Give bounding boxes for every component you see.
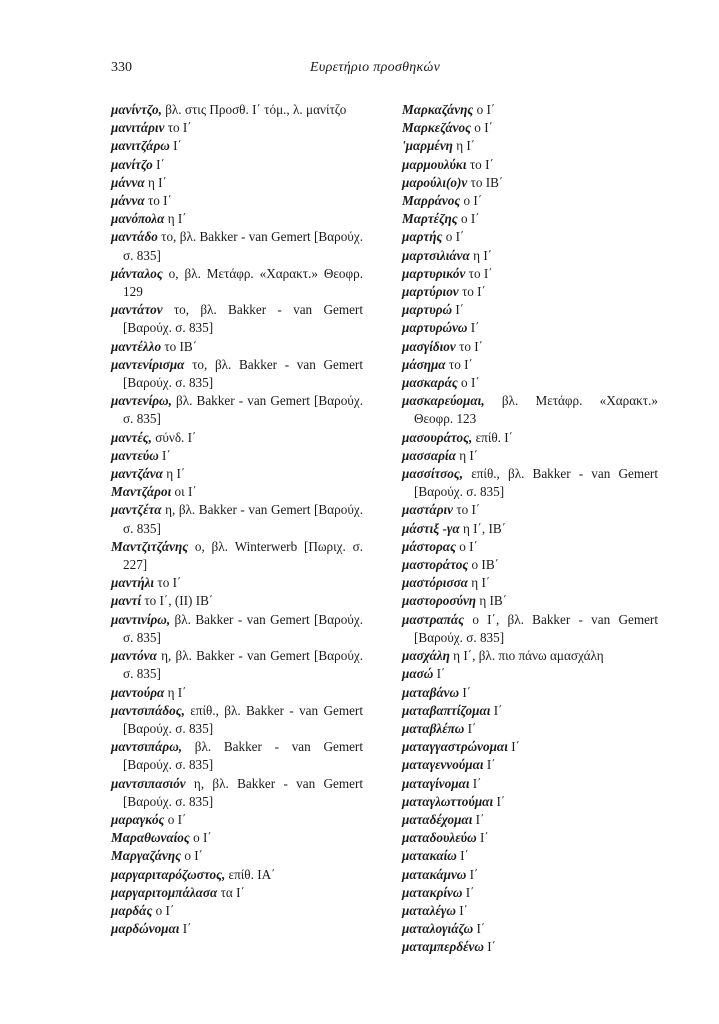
index-entry <box>402 374 658 392</box>
entry-reference: ο Ι΄ <box>164 811 187 827</box>
entry-reference: βλ. Bakker - van Gemert [Βαρούχ. σ. 835] <box>123 393 363 427</box>
entry-headword: μαρτυρικόν <box>402 265 466 281</box>
entry-headword: ματαλέγω <box>402 902 456 918</box>
entry-headword: μαντάδο <box>111 229 158 245</box>
entry-headword: μαστάριν <box>402 502 454 518</box>
entry-headword: μασσίτσος, <box>402 466 464 482</box>
entry-reference: Ι΄ <box>476 830 489 846</box>
index-entry <box>402 210 658 228</box>
entry-headword: μαντούρα <box>111 684 165 700</box>
index-entry <box>111 392 363 428</box>
index-entry <box>402 465 658 501</box>
entry-reference: Ι΄ <box>466 866 479 882</box>
index-entry <box>111 611 363 647</box>
entry-reference: η Ι΄ <box>455 447 479 463</box>
index-entry <box>111 829 363 847</box>
entry-headword: μάστορας <box>402 538 456 554</box>
entry-reference: βλ. Bakker - van Gemert [Βαρούχ. σ. 835] <box>123 739 363 773</box>
entry-reference: βλ. Bakker - van Gemert [Βαρούχ. σ. 835] <box>123 611 363 645</box>
entry-reference: επίθ. Ι΄ <box>472 429 514 445</box>
entry-reference: ο Ι΄ <box>471 120 493 136</box>
index-entry <box>111 866 363 884</box>
entry-reference: Ι΄ <box>152 156 165 172</box>
index-entry <box>402 265 658 283</box>
entry-reference: Ι΄ <box>473 921 486 937</box>
index-entry <box>402 356 658 374</box>
index-entry <box>402 301 658 319</box>
entry-reference: ο ΙΒ΄ <box>468 557 500 573</box>
index-entry <box>402 228 658 246</box>
entry-headword: μαντινίρω, <box>111 611 171 627</box>
entry-reference: το Ι΄ <box>453 502 481 518</box>
index-entry <box>111 775 363 811</box>
entry-reference: το Ι΄ <box>455 338 484 354</box>
entry-headword: μαντές, <box>111 429 152 445</box>
index-entry <box>111 811 363 829</box>
entry-reference: η Ι΄ <box>164 211 187 227</box>
entry-headword: ματακαίω <box>402 848 457 864</box>
index-entry <box>402 538 658 556</box>
entry-reference: ο Ι΄ <box>473 102 496 117</box>
index-entry <box>111 465 363 483</box>
entry-headword: ματαγίνομαι <box>402 775 470 791</box>
entry-headword: μαρτσιλιάνα <box>402 247 470 263</box>
entry-reference: ο Ι΄ <box>181 848 204 864</box>
entry-reference: Ι΄ <box>455 902 468 918</box>
entry-reference: Ι΄ <box>433 666 446 682</box>
entry-headword: μάσημα <box>402 356 446 372</box>
entry-headword: Μαντζιτζάνης <box>111 538 189 554</box>
entry-headword: Μαργαζάνης <box>111 848 182 864</box>
entry-reference: Ι΄ <box>464 720 477 736</box>
entry-reference: η Ι΄ <box>162 466 186 482</box>
entry-headword: μαντενίρω, <box>111 393 172 409</box>
entry-headword: μαντεύω <box>111 447 159 463</box>
entry-headword: ματακρίνω <box>402 884 463 900</box>
index-entry <box>111 228 363 264</box>
index-entry <box>111 192 363 210</box>
entry-headword: μανόπολα <box>111 211 165 227</box>
entry-reference: ο, βλ. Winterwerb [Πωριχ. σ. 227] <box>123 538 363 573</box>
index-entry <box>111 301 363 337</box>
index-entry <box>111 137 363 155</box>
entry-headword: μάννα <box>111 193 145 209</box>
entry-reference: τα Ι΄ <box>217 884 245 900</box>
index-entry <box>111 684 363 702</box>
index-entry <box>402 447 658 465</box>
entry-headword: μαρτής <box>402 229 443 245</box>
index-entry <box>402 611 658 647</box>
entry-reference: η Ι΄ <box>469 247 493 263</box>
entry-headword: ματαβλέπω <box>402 720 465 736</box>
entry-headword: μαραγκός <box>111 811 165 827</box>
entry-reference: Ι΄ <box>169 138 182 154</box>
page-number: 330 <box>111 60 132 75</box>
index-entry <box>111 156 363 174</box>
running-title: Ευρετήριο προσθηκών <box>310 60 441 75</box>
index-entry <box>402 829 658 847</box>
entry-headword: μαντσιπάρω, <box>111 739 183 755</box>
entry-headword: μαντέλλο <box>111 338 162 354</box>
index-entry <box>402 902 658 920</box>
entry-headword: μασσαρία <box>402 447 456 463</box>
index-column-left <box>111 101 363 938</box>
entry-headword: μανίτζο <box>111 156 153 172</box>
index-entry <box>402 392 658 428</box>
entry-reference: η Ι΄ <box>452 138 476 154</box>
index-entry <box>111 265 363 301</box>
index-entry <box>111 884 363 902</box>
index-entry <box>111 429 363 447</box>
entry-headword: μανιτζάρω <box>111 138 170 154</box>
entry-reference: βλ. στις Προσθ. Ι΄ τόμ., λ. μανίτζο <box>161 102 347 117</box>
entry-headword: 'μαρμένη <box>402 138 453 154</box>
index-entry <box>402 520 658 538</box>
entry-headword: μαντήλι <box>111 575 155 591</box>
entry-reference: σύνδ. Ι΄ <box>151 429 197 445</box>
entry-reference: το ΙΒ΄ <box>161 338 198 354</box>
entry-reference: το, βλ. Bakker - van Gemert [Βαρούχ. σ. 835] <box>123 356 363 391</box>
index-entry <box>111 920 363 938</box>
index-entry <box>111 447 363 465</box>
entry-reference: Ι΄ <box>493 793 506 809</box>
index-entry <box>402 884 658 902</box>
entry-reference: Ι΄ <box>452 302 465 318</box>
index-entry <box>111 174 363 192</box>
entry-headword: ματαμπερδένω <box>402 939 484 955</box>
index-entry <box>111 738 363 774</box>
entry-headword: Μαρκαζάνης <box>402 102 474 117</box>
index-entry <box>111 574 363 592</box>
entry-reference: Ι΄ <box>472 811 485 827</box>
index-entry <box>111 101 363 119</box>
entry-reference: το Ι΄ <box>164 120 192 136</box>
entry-reference: Ι΄ <box>483 757 496 773</box>
entry-headword: μάννα <box>111 174 145 190</box>
index-entry <box>111 902 363 920</box>
entry-reference: Ι΄ <box>179 921 192 937</box>
entry-reference: Ι΄ <box>456 848 469 864</box>
entry-headword: μασουράτος, <box>402 429 473 445</box>
index-entry <box>111 483 363 501</box>
index-entry <box>402 665 658 683</box>
index-entry <box>402 847 658 865</box>
index-entry <box>111 119 363 137</box>
index-entry <box>402 174 658 192</box>
entry-headword: μαντάτον <box>111 302 163 318</box>
entry-headword: μασώ <box>402 666 434 682</box>
index-entry <box>402 756 658 774</box>
entry-headword: μαρούλι(ο)ν <box>402 174 468 190</box>
entry-reference: επίθ., βλ. Bakker - van Gemert [Βαρούχ. σ. 835] <box>414 466 658 500</box>
entry-headword: μαργαριταρόζωστος, <box>111 866 226 882</box>
index-entry <box>402 156 658 174</box>
entry-reference: επίθ. ΙΑ΄ <box>225 866 276 882</box>
entry-headword: μανίντζο, <box>111 102 162 117</box>
index-entry <box>402 938 658 956</box>
entry-headword: μαντσιπάδος, <box>111 702 185 718</box>
entry-reference: βλ. Μετάφρ. «Χαρακτ.» Θεοφρ. 123 <box>414 393 658 427</box>
entry-reference: Ι΄ <box>158 447 171 463</box>
entry-reference: το, βλ. Bakker - van Gemert [Βαρούχ. σ. 835] <box>123 229 363 263</box>
entry-headword: ματακάμνω <box>402 866 467 882</box>
entry-reference: το ΙΒ΄ <box>467 174 504 190</box>
entry-reference: το Ι΄ <box>466 156 494 172</box>
entry-reference: η Ι΄ <box>144 174 167 190</box>
index-entry <box>402 501 658 519</box>
entry-reference: το Ι΄ <box>458 284 486 300</box>
entry-reference: το, βλ. Bakker - van Gemert [Βαρούχ. σ. 835] <box>123 302 363 336</box>
entry-headword: μαστοροσύνη <box>402 593 477 609</box>
entry-headword: Μαρράνος <box>402 193 461 209</box>
entry-reference: οι Ι΄ <box>171 484 197 500</box>
entry-reference: Ι΄ <box>459 684 472 700</box>
entry-headword: ματαγλωττούμαι <box>402 793 494 809</box>
entry-headword: ματαδουλεύω <box>402 830 477 846</box>
index-entry <box>402 920 658 938</box>
entry-headword: μαρδώνομαι <box>111 921 180 937</box>
entry-reference: το Ι΄, (ΙΙ) ΙΒ΄ <box>141 593 214 609</box>
index-entry <box>111 538 363 574</box>
entry-headword: μαρδάς <box>111 902 153 918</box>
index-entry <box>402 119 658 137</box>
entry-reference: η Ι΄, ΙΒ΄ <box>459 520 507 536</box>
entry-headword: ματαγεννούμαι <box>402 757 484 773</box>
entry-reference: επίθ., βλ. Bakker - van Gemert [Βαρούχ. σ. 835] <box>123 702 363 736</box>
entry-reference: η Ι΄ <box>164 684 187 700</box>
entry-reference: ο Ι΄ <box>189 830 212 846</box>
entry-reference: ο Ι΄ <box>442 229 465 245</box>
index-entry <box>111 356 363 392</box>
index-entry <box>402 738 658 756</box>
entry-reference: Ι΄ <box>490 702 503 718</box>
entry-reference: το Ι΄ <box>465 265 493 281</box>
entry-reference: ο Ι΄, βλ. Bakker - van Gemert [Βαρούχ. σ. 835] <box>414 611 658 645</box>
index-entry <box>402 556 658 574</box>
index-entry <box>402 811 658 829</box>
index-entry <box>111 592 363 610</box>
entry-headword: Μαραθωναίος <box>111 830 190 846</box>
entry-headword: μαντόνα <box>111 648 157 664</box>
index-entry <box>402 429 658 447</box>
index-entry <box>402 702 658 720</box>
entry-headword: Μαρκεζάνος <box>402 120 471 136</box>
entry-headword: μαντζάνα <box>111 466 163 482</box>
index-entry <box>402 101 658 119</box>
index-entry <box>111 501 363 537</box>
entry-headword: μαντσιπασιόν <box>111 775 186 791</box>
entry-reference: η, βλ. Bakker - van Gemert [Βαρούχ. σ. 835] <box>123 502 363 536</box>
entry-headword: μασκαράς <box>402 375 458 391</box>
index-entry <box>402 793 658 811</box>
entry-headword: ματαβαπτίζομαι <box>402 702 491 718</box>
entry-reference: ο Ι΄ <box>455 538 478 554</box>
index-entry <box>402 647 658 665</box>
entry-headword: μαρτυρώνω <box>402 320 468 336</box>
entry-reference: το Ι΄ <box>144 193 172 209</box>
entry-reference: η ΙΒ΄ <box>476 593 508 609</box>
index-entry <box>111 210 363 228</box>
entry-headword: Μαρτέζης <box>402 211 458 227</box>
index-entry <box>402 192 658 210</box>
entry-headword: μαρτύριον <box>402 284 459 300</box>
index-entry <box>111 647 363 683</box>
entry-headword: ματαγγαστρώνομαι <box>402 739 508 755</box>
entry-headword: μαστοράτος <box>402 557 469 573</box>
index-entry <box>402 283 658 301</box>
entry-headword: μάστιξ -γα <box>402 520 460 536</box>
index-entry <box>402 592 658 610</box>
entry-reference: η, βλ. Bakker - van Gemert [Βαρούχ. σ. 835] <box>123 648 363 682</box>
index-entry <box>402 247 658 265</box>
index-entry <box>111 338 363 356</box>
entry-headword: μασχάλη <box>402 648 450 664</box>
entry-reference: ο Ι΄ <box>457 211 480 227</box>
entry-headword: μαντενίρισμα <box>111 356 185 372</box>
entry-reference: Ι΄ <box>462 884 475 900</box>
index-entry <box>111 702 363 738</box>
entry-reference: ο Ι΄ <box>457 375 480 391</box>
index-column-right <box>402 101 658 957</box>
index-entry <box>402 684 658 702</box>
entry-reference: ο, βλ. Μετάφρ. «Χαρακτ.» Θεοφρ. 129 <box>123 265 363 300</box>
entry-headword: μαντζέτα <box>111 502 162 518</box>
index-entry <box>402 338 658 356</box>
entry-headword: Μαντζάροι <box>111 484 172 500</box>
index-entry <box>402 319 658 337</box>
entry-reference: το Ι΄ <box>445 356 473 372</box>
entry-headword: ματαλογιάζω <box>402 921 474 937</box>
entry-headword: μαστόρισσα <box>402 575 468 591</box>
entry-headword: ματαδέχομαι <box>402 811 473 827</box>
entry-headword: μάνταλος <box>111 265 163 281</box>
entry-reference: ο Ι΄ <box>460 193 483 209</box>
entry-headword: μαρμουλύκι <box>402 156 467 172</box>
entry-reference: Ι΄ <box>469 775 482 791</box>
index-entry <box>402 775 658 793</box>
index-entry <box>402 574 658 592</box>
index-entry <box>402 720 658 738</box>
entry-headword: μασγίδιον <box>402 338 456 354</box>
entry-headword: ματαβάνω <box>402 684 460 700</box>
entry-headword: μασκαρεύομαι, <box>402 393 485 409</box>
index-entry <box>402 866 658 884</box>
entry-reference: ο Ι΄ <box>152 902 175 918</box>
entry-reference: η Ι΄ <box>467 575 491 591</box>
entry-reference: το Ι΄ <box>154 575 182 591</box>
index-entry <box>402 137 658 155</box>
entry-headword: μαργαριτομπάλασα <box>111 884 218 900</box>
entry-reference: η Ι΄, βλ. πιο πάνω αμασχάλη <box>449 648 604 664</box>
entry-reference: Ι΄ <box>507 739 520 755</box>
entry-headword: μανιτάριν <box>111 120 165 136</box>
entry-headword: μαστραπάς <box>402 611 465 627</box>
index-entry <box>111 847 363 865</box>
entry-reference: Ι΄ <box>467 320 480 336</box>
entry-reference: Ι΄ <box>483 939 496 955</box>
entry-headword: μαντί <box>111 593 142 609</box>
entry-reference: η, βλ. Bakker - van Gemert [Βαρούχ. σ. 835] <box>123 775 363 809</box>
entry-headword: μαρτυρώ <box>402 302 453 318</box>
